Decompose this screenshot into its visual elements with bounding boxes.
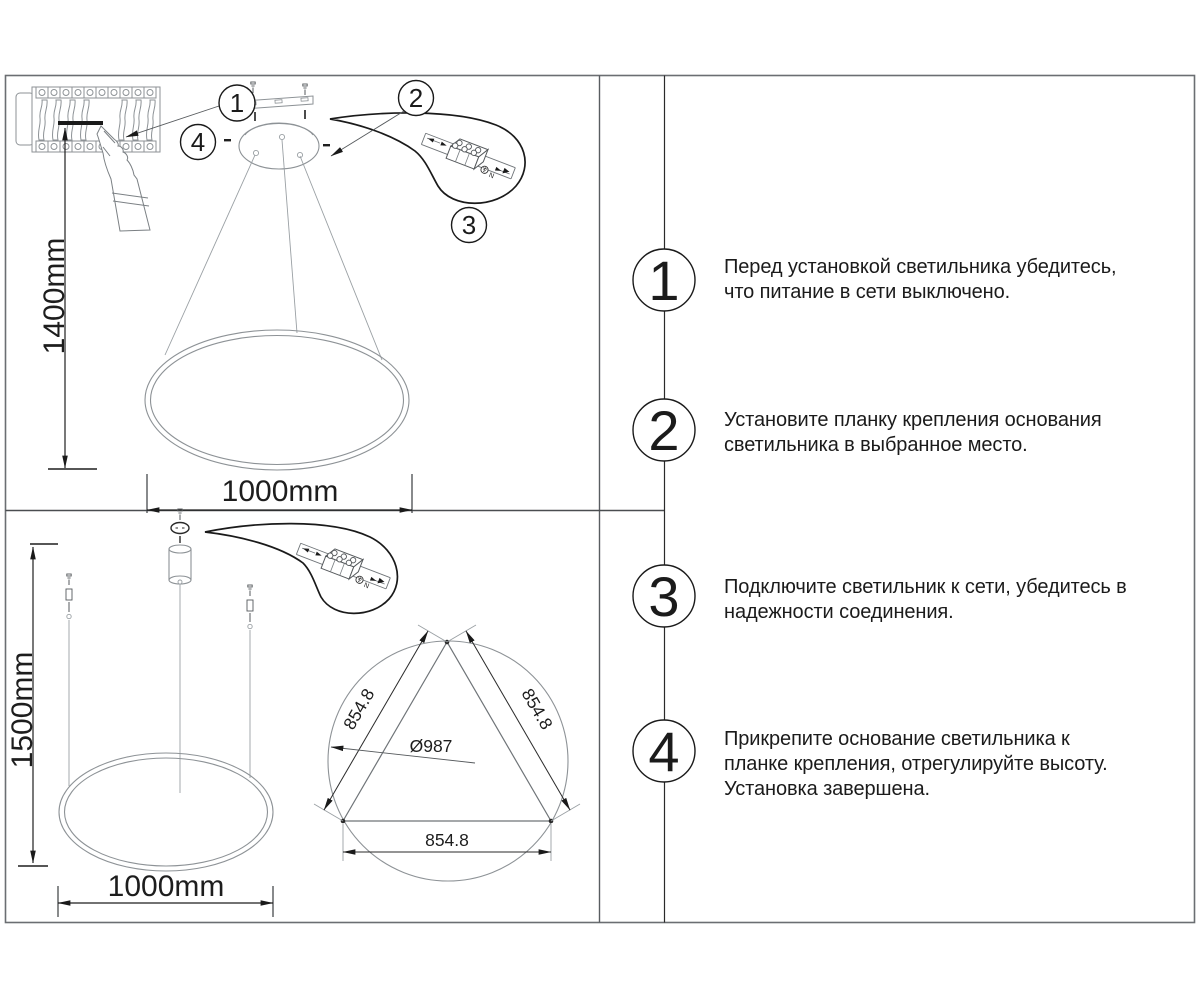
step-4-text (724, 727, 1108, 802)
terminal-callout-balloon (330, 113, 525, 203)
dim-height-1400 (38, 128, 97, 469)
dim-label-854-right: 854.8 (517, 685, 557, 733)
callout-1-number: 1 (229, 88, 245, 118)
pendant-ring-bottom (59, 753, 273, 871)
terminal-n-label: N (487, 171, 495, 181)
suspension-cables (165, 140, 382, 360)
top-view-diagram (16, 81, 525, 514)
pendant-ring (145, 330, 409, 470)
step-2-line-2: светильника в выбранное место. (724, 434, 1028, 456)
step-4-line-2: планке крепления, отрегулируйте высоту. (724, 753, 1108, 775)
bottom-view-diagram (6, 509, 580, 917)
step-3-line-1: Подключите светильник к сети, убедитесь в (724, 576, 1127, 598)
dim-label-1500mm: 1500mm (6, 651, 39, 769)
step-3-number: 3 (648, 565, 680, 628)
dim-width-1000-top (147, 474, 412, 513)
step-2-number: 2 (648, 399, 680, 462)
terminal-callout-balloon-bottom (205, 524, 397, 614)
step-1-line-2: что питание в сети выключено. (724, 281, 1011, 303)
dim-label-1400mm: 1400mm (38, 237, 71, 355)
dim-width-1000-bottom (58, 870, 273, 917)
callout-2-number: 2 (408, 83, 424, 113)
dim-height-1500 (6, 544, 58, 866)
dim-label-diameter: Ø987 (409, 736, 453, 756)
circuit-breaker-panel (16, 87, 160, 152)
cable-gripper-left (66, 574, 72, 619)
cable-gripper-right (247, 585, 253, 629)
step-3-line-2: надежности соединения. (724, 601, 954, 623)
step-4-number: 4 (648, 720, 680, 783)
step-2-text (724, 408, 1102, 458)
breaker-switch-bar (58, 121, 103, 125)
dim-label-1000mm-top: 1000mm (221, 475, 339, 508)
cylinder-canopy (169, 509, 191, 584)
step-3-text (724, 575, 1127, 625)
terminal-n-label-bottom: N (362, 581, 370, 591)
callout-3-number: 3 (461, 210, 477, 240)
dim-label-854-left: 854.8 (339, 685, 379, 733)
mounting-layout-circle (314, 625, 580, 881)
ceiling-canopy (224, 123, 330, 169)
dim-label-854-bottom: 854.8 (425, 830, 469, 850)
callout-4-number: 4 (190, 127, 206, 157)
step-1-text (724, 255, 1116, 305)
step-4-line-3: Установка завершена. (724, 778, 930, 800)
step-2-line-1: Установите планку крепления основания (724, 409, 1102, 431)
step-4-line-1: Прикрепите основание светильника к (724, 728, 1070, 750)
step-1-number: 1 (648, 249, 680, 312)
dim-label-1000mm-bottom: 1000mm (107, 870, 225, 903)
step-1-line-1: Перед установкой светильника убедитесь, (724, 256, 1117, 278)
